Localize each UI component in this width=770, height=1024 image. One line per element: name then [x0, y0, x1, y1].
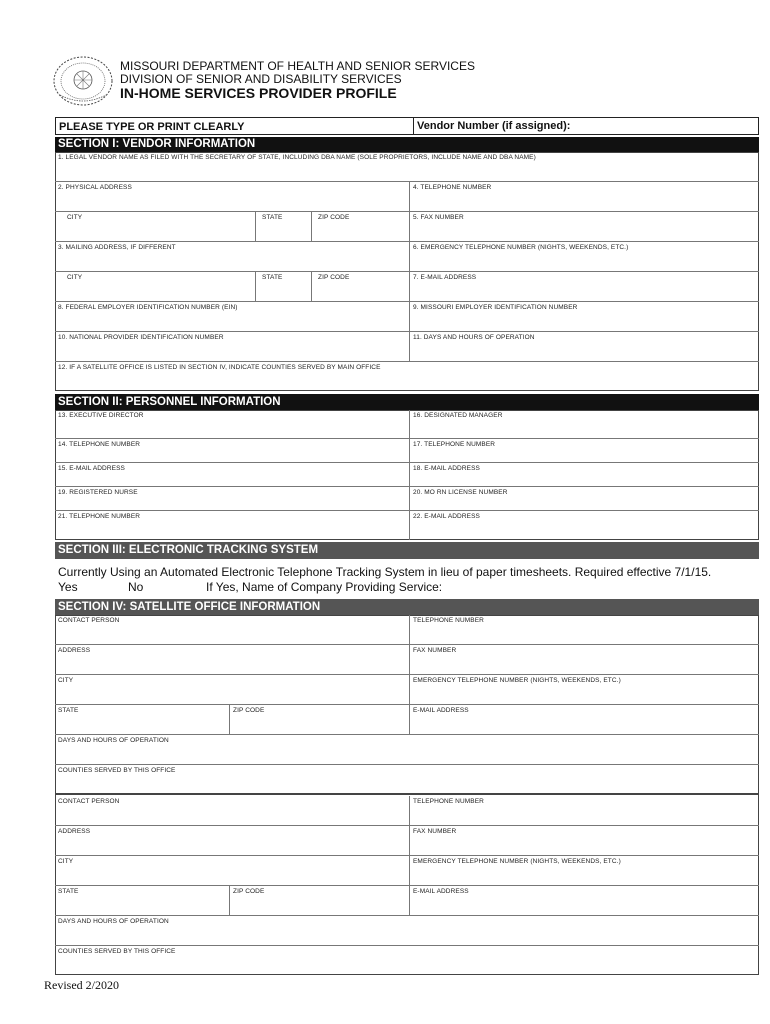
division-name: DIVISION OF SENIOR AND DISABILITY SERVICES — [120, 72, 402, 86]
form-row — [55, 886, 759, 916]
state-seal-logo — [52, 55, 114, 107]
section-1-header: SECTION I: VENDOR INFORMATION — [55, 137, 759, 152]
satellite-1-days-hours-field[interactable] — [55, 735, 759, 764]
satellite-1-telephone-field[interactable] — [409, 615, 759, 644]
satellite-1-city-field[interactable] — [55, 675, 409, 704]
mailing-zip-code-field[interactable] — [311, 272, 409, 301]
satellite-2-zip-field[interactable] — [229, 886, 409, 915]
field-label: EMERGENCY TELEPHONE NUMBER (NIGHTS, WEEKENDS, ETC.) — [413, 858, 621, 865]
director-telephone-field[interactable] — [55, 439, 409, 462]
form-row — [55, 332, 759, 362]
director-email-field[interactable] — [55, 463, 409, 486]
field-label: 15. E-MAIL ADDRESS — [58, 465, 125, 472]
form-row — [55, 410, 759, 439]
designated-manager-field[interactable] — [409, 410, 759, 438]
field-label: STATE — [58, 888, 79, 895]
field-label: 1. LEGAL VENDOR NAME AS FILED WITH THE SECRETARY OF STATE, INCLUDING DBA NAME (SOLE PROPRIETORS, INCLUDE NAME AND DBA NAME) — [58, 154, 536, 161]
form-row — [55, 615, 759, 645]
form-top-line — [55, 117, 759, 135]
form-row — [55, 916, 759, 946]
nurse-email-field[interactable] — [409, 511, 759, 540]
emergency-telephone-field[interactable] — [409, 242, 759, 271]
form-row — [55, 302, 759, 332]
city-field[interactable] — [55, 212, 255, 241]
vendor-number-field[interactable]: Vendor Number (if assigned): — [413, 118, 570, 134]
ein-field[interactable] — [55, 302, 409, 331]
department-name: MISSOURI DEPARTMENT OF HEALTH AND SENIOR SERVICES — [120, 59, 475, 73]
field-label: 4. TELEPHONE NUMBER — [413, 184, 492, 191]
print-instruction: PLEASE TYPE OR PRINT CLEARLY — [59, 121, 245, 133]
field-label: TELEPHONE NUMBER — [413, 617, 484, 624]
satellite-2-contact-field[interactable] — [55, 796, 409, 825]
satellite-2-state-field[interactable] — [55, 886, 229, 915]
days-hours-field[interactable] — [409, 332, 759, 361]
zip-code-field[interactable] — [311, 212, 409, 241]
satellite-1-contact-field[interactable] — [55, 615, 409, 644]
section-4-header: SECTION IV: SATELLITE OFFICE INFORMATION — [55, 599, 759, 615]
form-row — [55, 705, 759, 735]
manager-telephone-field[interactable] — [409, 439, 759, 462]
field-label: CONTACT PERSON — [58, 798, 120, 805]
field-label: TELEPHONE NUMBER — [413, 798, 484, 805]
satellite-2-days-hours-field[interactable] — [55, 916, 759, 945]
legal-vendor-name-field[interactable] — [55, 152, 759, 181]
field-label: EMERGENCY TELEPHONE NUMBER (NIGHTS, WEEKENDS, ETC.) — [413, 677, 621, 684]
counties-served-main-field[interactable] — [55, 362, 759, 391]
company-name-prompt: If Yes, Name of Company Providing Service: — [206, 580, 443, 594]
executive-director-field[interactable] — [55, 410, 409, 438]
field-label: DAYS AND HOURS OF OPERATION — [58, 918, 169, 925]
field-label: STATE — [262, 214, 283, 221]
field-label: 13. EXECUTIVE DIRECTOR — [58, 412, 144, 419]
field-label: 11. DAYS AND HOURS OF OPERATION — [413, 334, 535, 341]
field-label: CITY — [58, 858, 74, 865]
form-title: IN-HOME SERVICES PROVIDER PROFILE — [120, 85, 397, 101]
satellite-1-fax-field[interactable] — [409, 645, 759, 674]
satellite-2-address-field[interactable] — [55, 826, 409, 855]
field-label: STATE — [58, 707, 79, 714]
nurse-telephone-field[interactable] — [55, 511, 409, 540]
field-label: ADDRESS — [58, 828, 91, 835]
form-row — [55, 765, 759, 795]
satellite-1-email-field[interactable] — [409, 705, 759, 734]
form-row — [55, 212, 759, 242]
field-label: 18. E-MAIL ADDRESS — [413, 465, 480, 472]
field-label: 5. FAX NUMBER — [413, 214, 464, 221]
physical-address-field[interactable] — [55, 182, 409, 211]
field-label: 6. EMERGENCY TELEPHONE NUMBER (NIGHTS, WEEKENDS, ETC.) — [413, 244, 629, 251]
form-row — [55, 856, 759, 886]
form-row — [55, 735, 759, 765]
satellite-2-telephone-field[interactable] — [409, 796, 759, 825]
form-row — [55, 362, 759, 391]
revision-date: Revised 2/2020 — [44, 978, 119, 992]
field-label: 9. MISSOURI EMPLOYER IDENTIFICATION NUMBER — [413, 304, 578, 311]
registered-nurse-field[interactable] — [55, 487, 409, 510]
field-label: 10. NATIONAL PROVIDER IDENTIFICATION NUMBER — [58, 334, 224, 341]
satellite-1-state-field[interactable] — [55, 705, 229, 734]
manager-email-field[interactable] — [409, 463, 759, 486]
field-label: 14. TELEPHONE NUMBER — [58, 441, 141, 448]
form-row — [55, 439, 759, 463]
form-row — [55, 946, 759, 975]
form-row — [55, 152, 759, 182]
field-label: CITY — [67, 274, 83, 281]
satellite-2-emergency-field[interactable] — [409, 856, 759, 885]
field-label: 2. PHYSICAL ADDRESS — [58, 184, 132, 191]
field-label: 19. REGISTERED NURSE — [58, 489, 138, 496]
field-label: E-MAIL ADDRESS — [413, 707, 469, 714]
field-label: ADDRESS — [58, 647, 91, 654]
field-label: 12. IF A SATELLITE OFFICE IS LISTED IN SECTION IV, INDICATE COUNTIES SERVED BY MAIN OFFICE — [58, 364, 381, 371]
satellite-2-counties-field[interactable] — [55, 946, 759, 975]
yes-option[interactable]: Yes — [58, 580, 78, 594]
field-label: CONTACT PERSON — [58, 617, 120, 624]
field-label: 22. E-MAIL ADDRESS — [413, 513, 480, 520]
rn-license-number-field[interactable] — [409, 487, 759, 510]
mailing-state-field[interactable] — [255, 272, 311, 301]
email-address-field[interactable] — [409, 272, 759, 301]
field-label: E-MAIL ADDRESS — [413, 888, 469, 895]
field-label: FAX NUMBER — [413, 647, 457, 654]
field-label: CITY — [58, 677, 74, 684]
satellite-2-city-field[interactable] — [55, 856, 409, 885]
telephone-number-field[interactable] — [409, 182, 759, 211]
field-label: 20. MO RN LICENSE NUMBER — [413, 489, 508, 496]
form-row — [55, 182, 759, 212]
field-label: 16. DESIGNATED MANAGER — [413, 412, 503, 419]
field-label: 17. TELEPHONE NUMBER — [413, 441, 496, 448]
section-2-header: SECTION II: PERSONNEL INFORMATION — [55, 394, 759, 410]
field-label: ZIP CODE — [318, 214, 350, 221]
form-row — [55, 826, 759, 856]
form-row — [55, 796, 759, 826]
field-label: 8. FEDERAL EMPLOYER IDENTIFICATION NUMBER (EIN) — [58, 304, 238, 311]
no-option[interactable]: No — [128, 580, 144, 594]
missouri-employer-id-field[interactable] — [409, 302, 759, 331]
form-row — [55, 511, 759, 540]
field-label: 7. E-MAIL ADDRESS — [413, 274, 477, 281]
form-row — [55, 675, 759, 705]
section-3-header: SECTION III: ELECTRONIC TRACKING SYSTEM — [55, 542, 759, 559]
field-label: ZIP CODE — [318, 274, 350, 281]
satellite-2-fax-field[interactable] — [409, 826, 759, 855]
npi-field[interactable] — [55, 332, 409, 361]
field-label: STATE — [262, 274, 283, 281]
satellite-2-email-field[interactable] — [409, 886, 759, 915]
field-label: ZIP CODE — [233, 888, 265, 895]
field-label: 21. TELEPHONE NUMBER — [58, 513, 141, 520]
form-row — [55, 463, 759, 487]
form-row — [55, 645, 759, 675]
field-label: COUNTIES SERVED BY THIS OFFICE — [58, 767, 176, 774]
mailing-city-field[interactable] — [55, 272, 255, 301]
satellite-1-emergency-field[interactable] — [409, 675, 759, 704]
field-label: DAYS AND HOURS OF OPERATION — [58, 737, 169, 744]
tracking-system-question: Currently Using an Automated Electronic Telephone Tracking System in lieu of paper timesheets. Required effective 7/1/15. — [58, 565, 712, 579]
state-field[interactable] — [255, 212, 311, 241]
field-label: CITY — [67, 214, 83, 221]
form-row — [55, 242, 759, 272]
mailing-address-field[interactable] — [55, 242, 409, 271]
field-label: 3. MAILING ADDRESS, IF DIFFERENT — [58, 244, 176, 251]
field-label: ZIP CODE — [233, 707, 265, 714]
satellite-1-zip-field[interactable] — [229, 705, 409, 734]
fax-number-field[interactable] — [409, 212, 759, 241]
satellite-1-address-field[interactable] — [55, 645, 409, 674]
satellite-1-counties-field[interactable] — [55, 765, 759, 793]
field-label: FAX NUMBER — [413, 828, 457, 835]
form-row — [55, 487, 759, 511]
form-row — [55, 272, 759, 302]
field-label: COUNTIES SERVED BY THIS OFFICE — [58, 948, 176, 955]
